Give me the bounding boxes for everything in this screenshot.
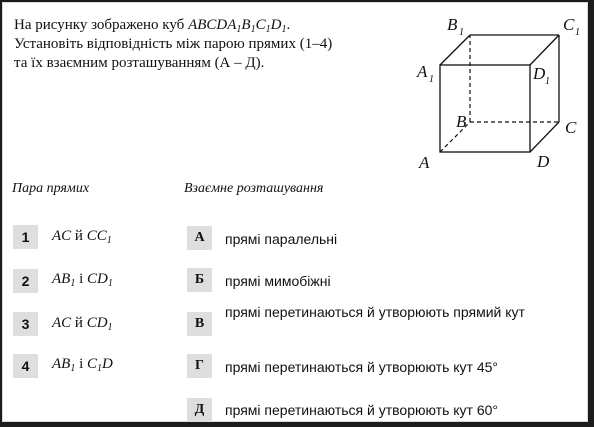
svg-text:1: 1: [459, 27, 464, 38]
relations-header: Взаємне розташування: [184, 181, 324, 196]
relation-text: прямі мимобіжні: [225, 273, 331, 289]
statement-line-1: На рисунку зображено куб $ABCDA_1B_1C_1D_1$.: [14, 17, 291, 35]
svg-text:1: 1: [545, 76, 550, 87]
relation-letter: Д: [187, 398, 212, 422]
relation-text: прямі паралельні: [225, 231, 338, 247]
pair-number: 4: [13, 354, 38, 378]
label-d1: D: [533, 64, 546, 83]
pair-number: 2: [13, 269, 38, 293]
pair-number: 1: [13, 225, 38, 249]
relation-text: прямі перетинаються й утворюють кут 45°: [225, 359, 499, 375]
label-a: A: [419, 153, 430, 172]
pair-3: AC й $CD_1$: [52, 315, 113, 333]
relation-text: прямі перетинаються й утворюють прямий кут: [225, 304, 525, 320]
pair-4: $AB_1$ і $C_1D$: [52, 356, 113, 374]
pair-2: $AB_1$ і $CD_1$: [52, 271, 113, 289]
task-statement: [14, 16, 404, 73]
label-a1: A: [417, 62, 428, 81]
front-face: [440, 65, 530, 152]
label-d: D: [537, 152, 550, 171]
cube-figure: [403, 9, 588, 174]
relation-letter: В: [187, 312, 212, 336]
pair-number: 3: [13, 312, 38, 336]
edge-d-c: [530, 122, 559, 152]
statement-line-3: та їх взаємним розташуванням (А – Д).: [14, 55, 265, 71]
label-b: B: [456, 112, 467, 131]
edge-d1-c1: [530, 35, 559, 65]
relation-letter: А: [187, 226, 212, 250]
pairs-header: Пара прямих: [12, 181, 90, 196]
relation-text: прямі перетинаються й утворюють кут 60°: [225, 402, 499, 418]
relation-letter: Г: [187, 354, 212, 378]
relation-letter: Б: [187, 268, 212, 292]
pair-1: AC й $CC_1$: [52, 228, 112, 246]
svg-text:1: 1: [429, 74, 434, 85]
statement-line-2: Установіть відповідність між парою прямих (1–4): [14, 36, 333, 52]
cube-name: $ABCDA_1B_1C_1D_1$: [188, 17, 287, 35]
edge-a1-b1: [440, 35, 470, 65]
svg-text:1: 1: [575, 27, 580, 38]
label-c: C: [565, 118, 577, 137]
label-b1: B: [447, 15, 458, 34]
label-c1: C: [563, 15, 575, 34]
task-card: [2, 2, 588, 422]
